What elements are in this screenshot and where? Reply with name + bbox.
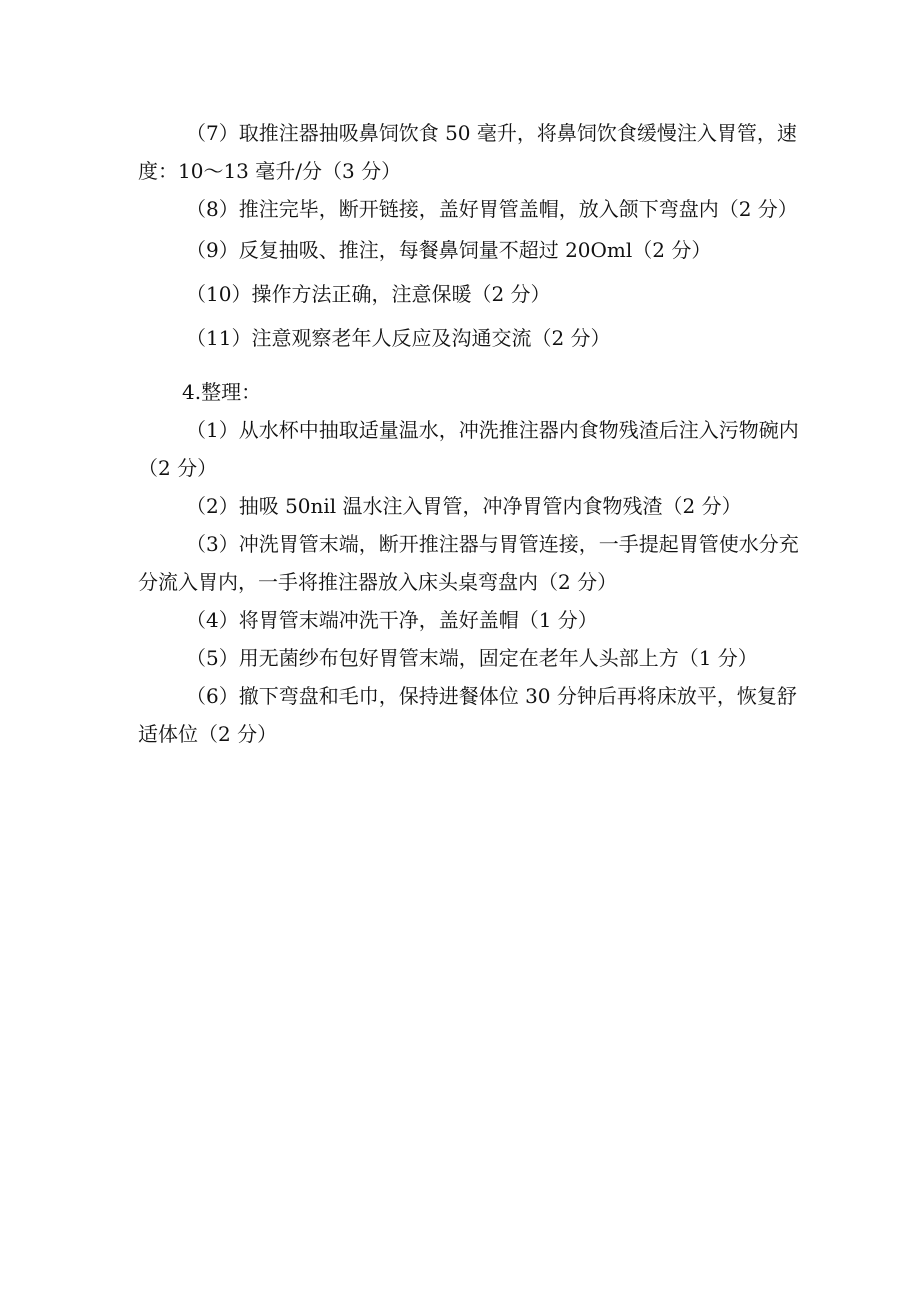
tidy-step-4: （4）将胃管末端冲洗干净，盖好盖帽（1 分） xyxy=(186,608,598,632)
section-heading-tidy-up: 4.整理： xyxy=(182,380,262,404)
step-10: （10）操作方法正确，注意保暖（2 分） xyxy=(186,282,551,306)
step-11: （11）注意观察老年人反应及沟通交流（2 分） xyxy=(186,326,611,350)
tidy-step-1: （1）从水杯中抽取适量温水，冲洗推注器内食物残渣后注入污物碗内（2 分） xyxy=(138,418,799,480)
step-7: （7）取推注器抽吸鼻饲饮食 50 毫升，将鼻饲饮食缓慢注入胃管，速度：10～13 毫升/分（3 分） xyxy=(138,121,797,183)
step-8: （8）推注完毕，断开链接，盖好胃管盖帽，放入颌下弯盘内（2 分） xyxy=(186,197,798,221)
tidy-step-3: （3）冲洗胃管末端，断开推注器与胃管连接，一手提起胃管使水分充分流入胃内，一手将推注器放入床头桌弯盘内（2 分） xyxy=(138,532,799,594)
tidy-step-5: （5）用无菌纱布包好胃管末端，固定在老年人头部上方（1 分） xyxy=(186,646,758,670)
tidy-step-2: （2）抽吸 50nil 温水注入胃管，冲净胃管内食物残渣（2 分） xyxy=(186,494,742,518)
document-body xyxy=(138,114,803,753)
step-9: （9）反复抽吸、推注，每餐鼻饲量不超过 20Oml（2 分） xyxy=(186,238,712,262)
tidy-step-6: （6）撤下弯盘和毛巾，保持进餐体位 30 分钟后再将床放平，恢复舒适体位（2 分） xyxy=(138,684,797,746)
